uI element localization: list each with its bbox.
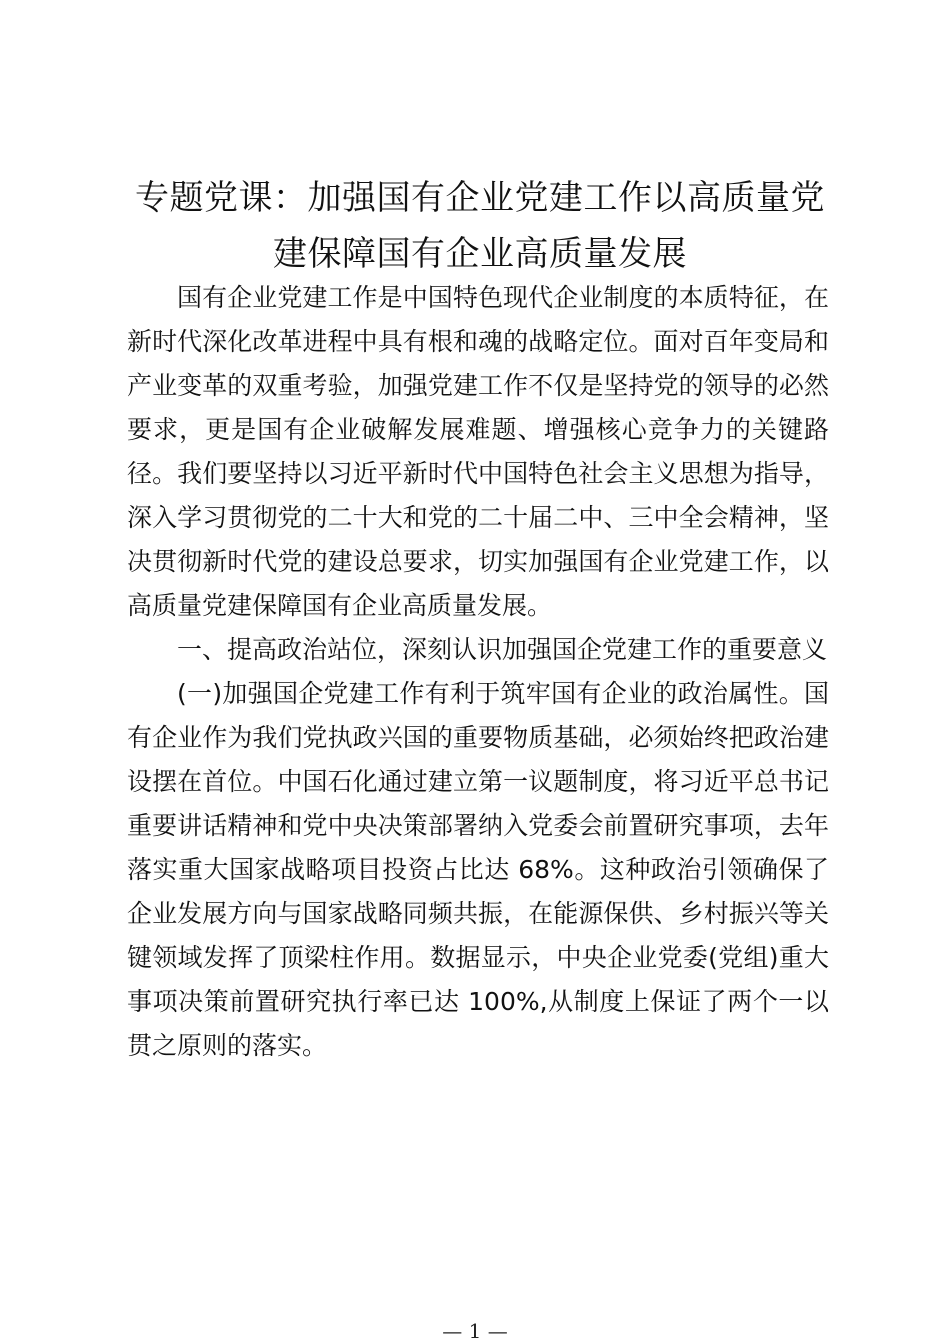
document-body [127, 276, 829, 1068]
section-heading-1: 一、提高政治站位，深刻认识加强国企党建工作的重要意义 [177, 635, 828, 664]
intro-paragraph: 国有企业党建工作是中国特色现代企业制度的本质特征，在新时代深化改革进程中具有根和魂的战略定位。面对百年变局和产业变革的双重考验，加强党建工作不仅是坚持党的领导的必然要求，更是国有企业破解发展难题、增强核心竞争力的关键路径。我们要坚持以习近平新时代中国特色社会主义思想为指导，深入学习贯彻党的二十大和党的二十届二中、三中全会精神，坚决贯彻新时代党的建设总要求，切实加强国有企业党建工作，以高质量党建保障国有企业高质量发展。 [127, 283, 829, 620]
subsection-paragraph-1: (一)加强国企党建工作有利于筑牢国有企业的政治属性。国有企业作为我们党执政兴国的重要物质基础，必须始终把政治建设摆在首位。中国石化通过建立第一议题制度，将习近平总书记重要讲话精神和党中央决策部署纳入党委会前置研究事项，去年落实重大国家战略项目投资占比达 68%。这种政治引领确保了企业发展方向与国家战略同频共振，在能源保供、乡村振兴等关键领域发挥了顶梁柱作用。数据显示，中央企业党委(党组)重大事项决策前置研究执行率已达 100%,从制度上保证了两个一以贯之原则的落实。 [127, 679, 829, 1060]
document-title [110, 170, 850, 282]
title-line-1: 专题党课：加强国有企业党建工作以高质量党 [135, 178, 825, 218]
title-line-2: 建保障国有企业高质量发展 [273, 234, 687, 274]
page-number: — 1 — [442, 1319, 508, 1343]
